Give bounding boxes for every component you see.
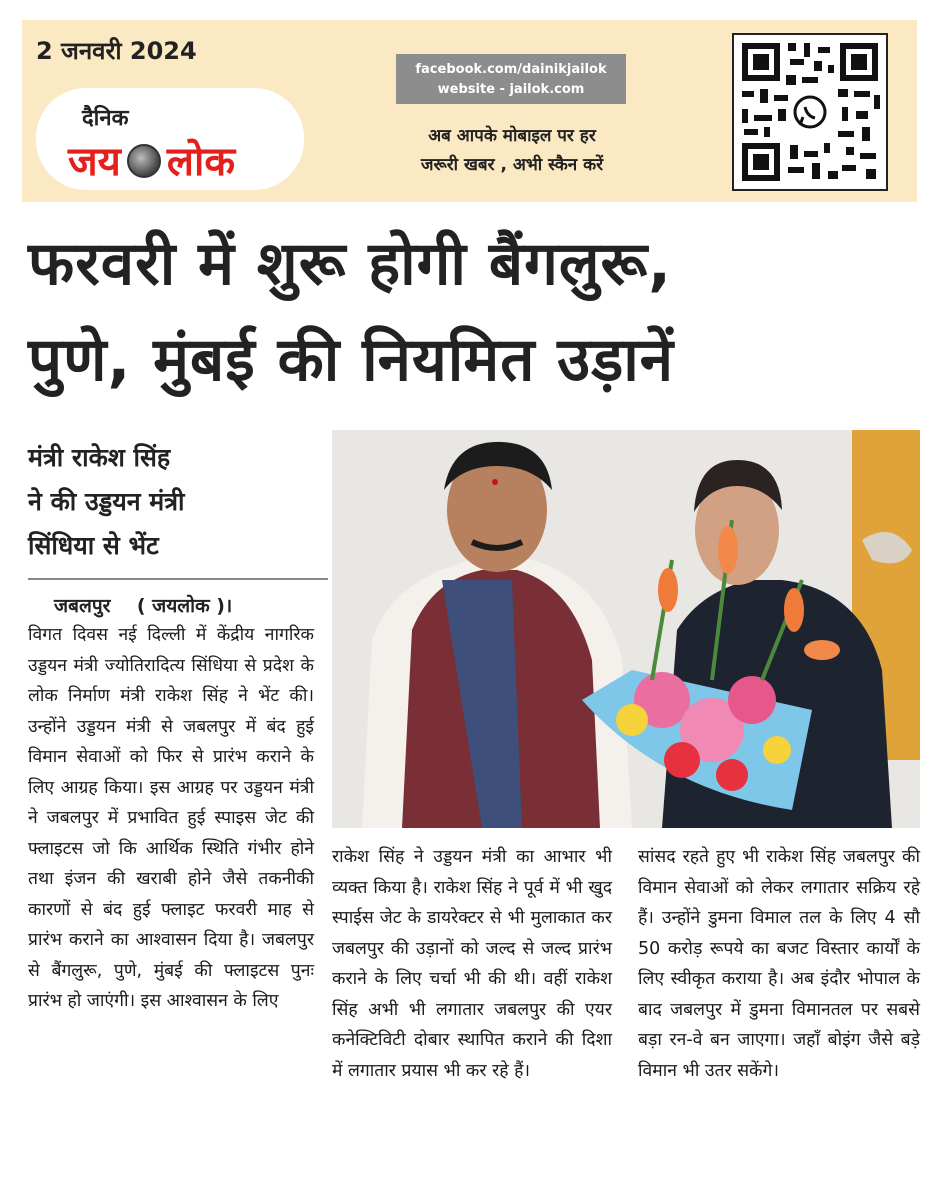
- dateline: जबलपुर ( जयलोक )।: [54, 595, 233, 617]
- issue-date: 2 जनवरी 2024: [36, 37, 197, 65]
- masthead: [22, 20, 917, 202]
- website-link[interactable]: website - jailok.com: [437, 82, 585, 97]
- qr-code-icon[interactable]: [732, 33, 888, 191]
- facebook-link[interactable]: facebook.com/dainikjailok: [415, 62, 607, 77]
- headline-line1: फरवरी में शुरू होगी बैंगलुरू,: [28, 229, 672, 299]
- logo-word-jai: जय: [68, 139, 121, 185]
- logo-small-text: दैनिक: [82, 106, 129, 131]
- article-column-3: सांसद रहते हुए भी राकेश सिंह जबलपुर की विमान सेवाओं को लेकर लगातार सक्रिय रहे हैं। उन्होंने डुमना विमाल तल के लिए 4 सौ 50 करोड़ रूपये का बजट विस्तार कार्यों के लिए स्वीकृत कराया है। अब इंदौर भोपाल के बाद जबलपुर में डुमना विमानतल पर सबसे बड़ा रन-वे बन जाएगा। जहाँ बोइंग जैसे बड़े विमान भी उतर सकेंगे।: [638, 847, 920, 1081]
- social-links-box: [396, 54, 626, 104]
- article-column-1: विगत दिवस नई दिल्ली में केंद्रीय नागरिक उड्डयन मंत्री ज्योतिरादित्य सिंधिया से प्रदेश के लोक निर्माण मंत्री राकेश सिंह ने भेंट की। उन्होंने उड्डयन मंत्री से जबलपुर में बंद हुई विमान सेवाओं को फिर से प्रारंभ कराने के लिए आग्रह किया। इस आग्रह पर उड्डयन मंत्री ने जबलपुर में प्रभावित हुई स्पाइस जेट की फ्लाइटस जो कि आर्थिक स्थिति गंभीर होने तथा इंजन की खराबी होने जैसे तकनीकी कारणों से बंद हुई फ्लाइट फरवरी माह से प्रारंभ कराने का आश्वासन दिया है। जबलपुर से बैंगलुरू, पुणे, मुंबई की फ्लाइटस पुनः प्रारंभ हो जाएंगी। इस आश्वासन के लिए: [28, 625, 314, 1011]
- scan-prompt-line1: अब आपके मोबाइल पर हर: [428, 126, 596, 146]
- headline-line2: पुणे, मुंबई की नियमित उड़ानें: [28, 325, 675, 395]
- newspaper-logo: [36, 88, 304, 190]
- news-photo: [332, 430, 920, 828]
- scan-prompt: [382, 122, 642, 180]
- subheadline: [28, 436, 328, 568]
- scan-prompt-line2: जरूरी खबर , अभी स्कैन करें: [420, 155, 604, 175]
- globe-icon: [127, 144, 161, 178]
- logo-word-lok: लोक: [166, 139, 236, 185]
- headline: [28, 216, 928, 408]
- subhead-line1: मंत्री राकेश सिंह: [28, 443, 171, 472]
- subhead-line2: ने की उड्डयन मंत्री: [28, 487, 185, 516]
- divider: [28, 578, 328, 580]
- logo-title: [68, 132, 235, 187]
- subhead-line3: सिंधिया से भेंट: [28, 531, 159, 560]
- article-column-2: राकेश सिंह ने उड्डयन मंत्री का आभार भी व्यक्त किया है। राकेश सिंह ने पूर्व में भी खुद स्पाईस जेट के डायरेक्टर से भी मुलाकात कर जबलपुर की उड़ानों को जल्द से जल्द प्रारंभ कराने के लिए चर्चा भी की थी। वहीं राकेश सिंह अभी भी लगातार जबलपुर की एयर कनेक्टिविटी दोबार स्थापित कराने की दिशा में लगातार प्रयास भी कर रहे हैं।: [332, 847, 612, 1081]
